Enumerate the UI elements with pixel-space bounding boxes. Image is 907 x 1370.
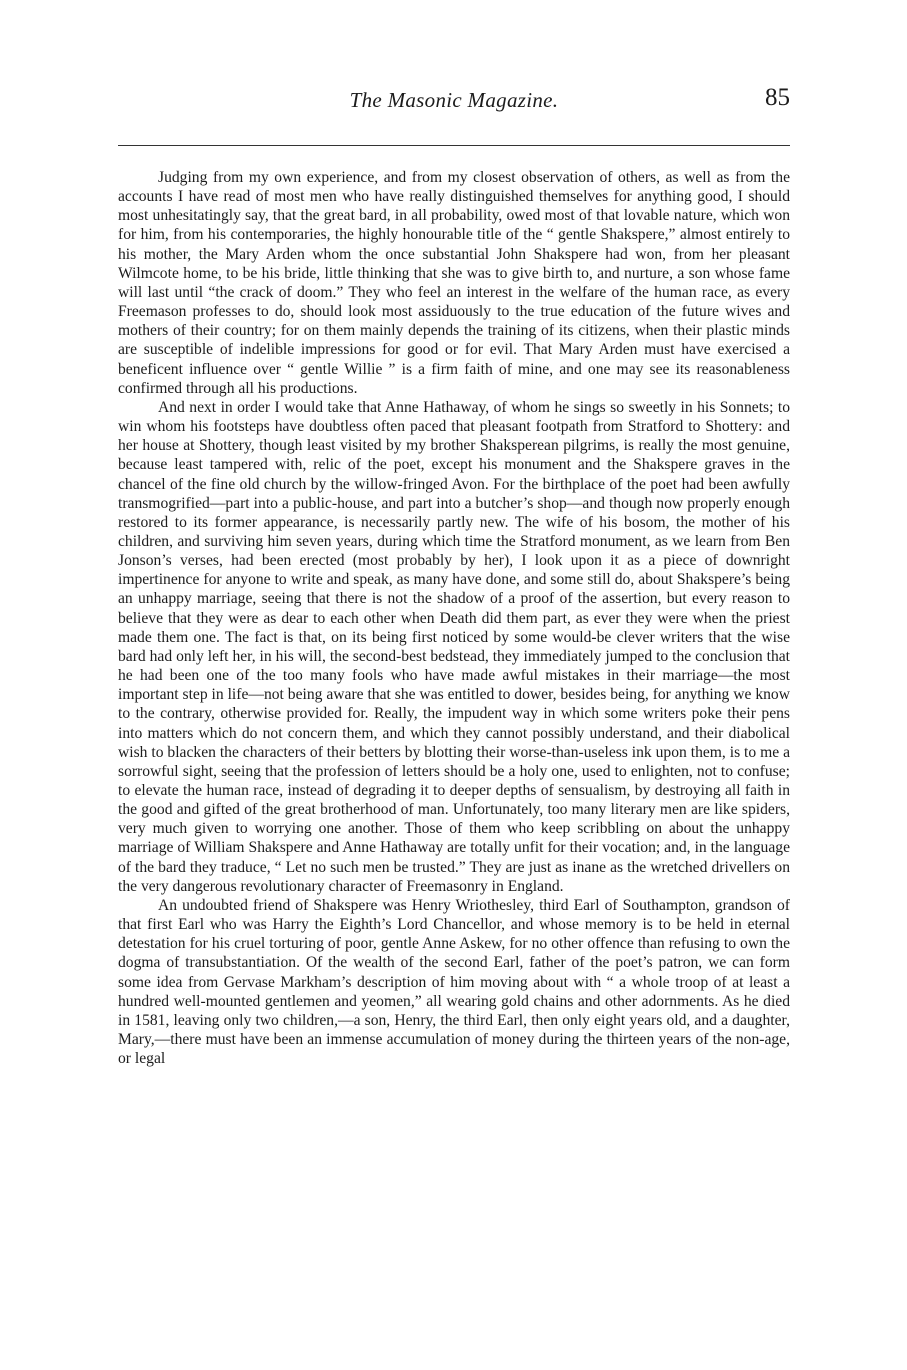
paragraph: Judging from my own experience, and from my closest observation of others, as well as from the accounts I have read of most men who have really distinguished themselves for anything good, I should most unhesitatingly say, that the great bard, in all probability, owed most of that lovable nature, which won for him, from his contemporaries, the highly honourable title of the “ gentle Shakspere,” almost entirely to his mother, the Mary Arden whom the once substantial John Shakspere had won, from her pleasant Wilmcote home, to be his bride, little thinking that she was to give birth to, and nurture, a son whose fame will last until “the crack of doom.” They who feel an interest in the welfare of the human race, as every Freemason professes to do, should look most assiduously to the true education of the future wives and mothers of their country; for on them mainly depends the training of its citizens, when their plastic minds are susceptible of indelible impressions for good or for evil. That Mary Arden must have exercised a beneficent influence over “ gentle Willie ” is a firm faith of mine, and one may see its reasonableness confirmed through all his productions.	[118, 169, 790, 397]
article-body	[118, 168, 790, 1068]
running-header	[118, 84, 790, 124]
header-rule	[118, 145, 790, 146]
paragraph: And next in order I would take that Anne Hathaway, of whom he sings so sweetly in his Sonnets; to win whom his footsteps have doubtless often paced that pleasant footpath from Stratford to Shottery: and her house at Shottery, though least visited by my brother Shaksperean pilgrims, is really the most genuine, because least tampered with, relic of the poet, except his monument and the Shakspere graves in the chancel of the fine old church by the willow-fringed Avon. For the birthplace of the poet had been awfully transmogrified—part into a public-house, and part into a butcher’s shop—and though now properly enough restored to its former appearance, is necessarily partly new. The wife of his bosom, the mother of his children, and surviving him seven years, during which time the Stratford monument, as we learn from Ben Jonson’s verses, had been erected (most probably by her), I look upon it as a piece of downright impertinence for anyone to write and speak, as many have done, and some still do, about Shakspere’s being an unhappy marriage, seeing that there is not the shadow of a proof of the assertion, but every reason to believe that they were as dear to each other when Death did them part, as ever they were when the priest made them one. The fact is that, on its being first noticed by some would-be clever writers that the wise bard had only left her, in his will, the second-best bedstead, they immediately jumped to the conclusion that he had been one of the too many fools who have made awful mistakes in their marriage—the most important step in life—not being aware that she was entitled to dower, besides being, for anything we know to the contrary, otherwise provided for. Really, the impudent way in which some writers poke their pens into matters which do not concern them, and which they cannot possibly understand, and their diabolical wish to blacken the characters of their betters by blotting their worse-than-useless ink upon them, is to me a sorrowful sight, seeing that the profession of letters should be a holy one, used to enlighten, not to confuse; to elevate the human race, instead of degrading it to deeper depths of sensualism, by destroying all faith in the good and gifted of the great brotherhood of man. Unfortunately, too many literary men are like spiders, very much given to worrying one another. Those of them who keep scribbling on about the unhappy marriage of William Shakspere and Anne Hathaway are totally unfit for their vocation; and, in the language of the bard they traduce, “ Let no such men be trusted.” They are just as inane as the wretched drivellers on the very dangerous revolutionary character of Freemasonry in England.	[118, 398, 790, 895]
page-number: 85	[765, 84, 790, 111]
journal-title: The Masonic Magazine.	[349, 88, 559, 112]
paragraph: An undoubted friend of Shakspere was Henry Wriothesley, third Earl of Southampton, grandson of that first Earl who was Harry the Eighth’s Lord Chancellor, and whose memory is to be held in eternal detestation for his cruel torturing of poor, gentle Anne Askew, for no other offence than refusing to own the dogma of transubstantiation. Of the wealth of the second Earl, father of the poet’s patron, we can form some idea from Gervase Markham’s description of him moving about with “ a whole troop of at least a hundred well-mounted gentlemen and yeomen,” all wearing gold chains and other adornments. As he died in 1581, leaving only two children,—a son, Henry, the third Earl, then only eight years old, and a daughter, Mary,—there must have been an immense accumulation of money during the thirteen years of the non-age, or legal	[118, 896, 790, 1068]
